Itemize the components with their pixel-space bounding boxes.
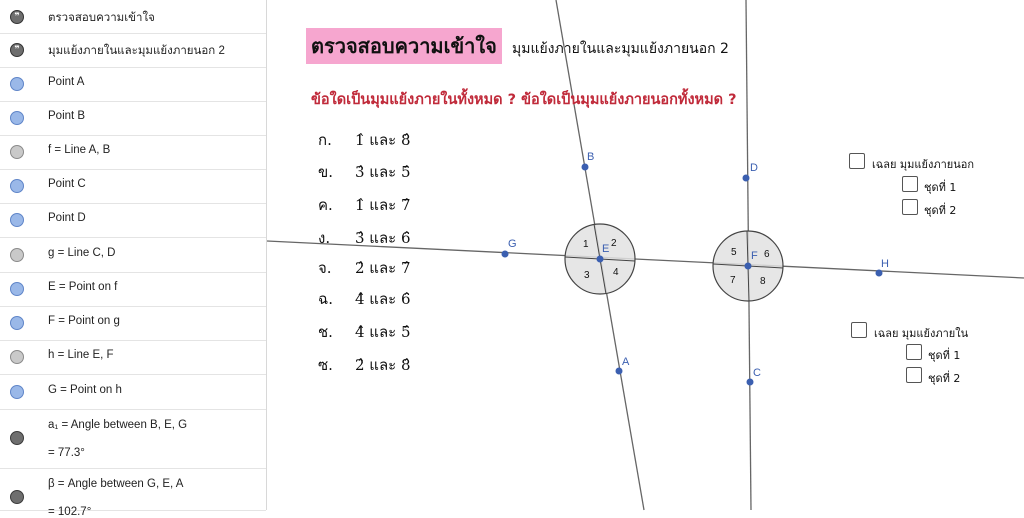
point-e[interactable] [597,256,604,263]
algebra-row-label: G = Point on h [48,384,122,396]
line-icon[interactable] [10,350,24,364]
algebra-row[interactable] [0,237,266,273]
angle-label-6: 6 [764,249,770,260]
exterior-set2-label: ชุดที่ 2 [924,204,957,217]
algebra-row[interactable] [0,169,266,204]
quote-icon[interactable]: ❞ [10,10,24,24]
algebra-row[interactable] [0,101,266,136]
algebra-row-label: ตรวจสอบความเข้าใจ [48,12,155,24]
point-icon[interactable] [10,282,24,296]
algebra-row[interactable] [0,67,266,102]
option-text: 2̂ และ 7̂ [355,259,411,277]
point-c[interactable] [747,379,754,386]
point-label-f: F [751,250,758,262]
option-text: 1̂ และ 7̂ [355,196,411,214]
point-label-e: E [602,243,610,255]
algebra-row[interactable] [0,203,266,238]
interior-set1-checkbox[interactable] [906,344,922,360]
page-title: ตรวจสอบความเข้าใจ [306,28,502,64]
angle-label-3: 3 [584,270,590,281]
option-letter: ฉ. [318,290,333,308]
algebra-row-label: E = Point on f [48,281,118,293]
point-label-c: C [753,367,761,379]
algebra-row-label: β = Angle between G, E, A [48,478,184,490]
angle-label-1: 1 [583,239,589,250]
algebra-row-value: = 102.7° [48,506,92,518]
algebra-row[interactable] [0,135,266,170]
quote-icon[interactable]: ❞ [10,43,24,57]
angle-label-7: 7 [730,275,736,286]
point-icon[interactable] [10,385,24,399]
exterior-answer-checkbox[interactable] [849,153,865,169]
option-letter: ก. [318,131,332,149]
option-letter: จ. [318,259,332,277]
point-f[interactable] [745,263,752,270]
line-icon[interactable] [10,248,24,262]
algebra-row[interactable] [0,272,266,307]
point-d[interactable] [743,175,750,182]
point-icon[interactable] [10,316,24,330]
point-label-h: H [881,258,889,270]
option-text: 4̂ และ 5̂ [355,323,411,341]
option-letter: ข. [318,163,334,181]
point-g[interactable] [502,251,509,258]
point-b[interactable] [582,164,589,171]
interior-set2-checkbox[interactable] [906,367,922,383]
angle-label-8: 8 [760,276,766,287]
geometry-canvas[interactable] [267,0,1024,510]
interior-set1-label: ชุดที่ 1 [928,349,961,362]
algebra-row[interactable] [0,33,266,68]
algebra-row-label: มุมแย้งภายในและมุมแย้งภายนอก 2 [48,45,225,57]
point-icon[interactable] [10,111,24,125]
algebra-row-label: F = Point on g [48,315,120,327]
option-text: 1̂ และ 8̂ [355,131,411,149]
graphics-view[interactable] [267,0,1024,510]
interior-set2-label: ชุดที่ 2 [928,372,961,385]
option-text: 3̂ และ 6̂ [355,229,411,247]
algebra-row-label: Point C [48,178,86,190]
option-letter: ซ. [318,356,333,374]
point-a[interactable] [616,368,623,375]
algebra-row[interactable] [0,340,266,375]
angle-label-2: 2 [611,238,617,249]
algebra-row[interactable] [0,409,266,469]
exterior-set2-checkbox[interactable] [902,199,918,215]
point-label-d: D [750,162,758,174]
algebra-row-label: f = Line A, B [48,144,111,156]
interior-answer-label: เฉลย มุมแย้งภายใน [874,327,969,340]
exterior-set1-label: ชุดที่ 1 [924,181,957,194]
algebra-view [0,0,267,518]
point-label-a: A [622,356,630,368]
algebra-row[interactable] [0,374,266,410]
point-icon[interactable] [10,213,24,227]
algebra-row[interactable] [0,0,266,34]
algebra-row-label: a₁ = Angle between B, E, G [48,419,188,431]
angle-label-5: 5 [731,247,737,258]
angle-icon[interactable] [10,431,24,445]
algebra-row-label: h = Line E, F [48,349,114,361]
algebra-row-label: g = Line C, D [48,247,116,259]
option-text: 2̂ และ 8̂ [355,356,411,374]
option-letter: ค. [318,196,333,214]
algebra-row-label: Point D [48,212,86,224]
page-subtitle: มุมแย้งภายในและมุมแย้งภายนอก 2 [512,41,729,57]
exterior-answer-label: เฉลย มุมแย้งภายนอก [872,158,975,171]
point-label-g: G [508,238,517,250]
option-text: 3̂ และ 5̂ [355,163,411,181]
algebra-row[interactable] [0,306,266,341]
algebra-row[interactable] [0,468,266,518]
point-h[interactable] [876,270,883,277]
algebra-row-label: Point B [48,110,86,122]
algebra-row-value: = 77.3° [48,447,85,459]
point-icon[interactable] [10,179,24,193]
angle-icon[interactable] [10,490,24,504]
option-letter: ง. [318,229,331,247]
exterior-set1-checkbox[interactable] [902,176,918,192]
algebra-row-label: Point A [48,76,85,88]
interior-answer-checkbox[interactable] [851,322,867,338]
point-icon[interactable] [10,77,24,91]
option-text: 4̂ และ 6̂ [355,290,411,308]
option-letter: ช. [318,323,333,341]
angle-label-4: 4 [613,267,619,278]
line-icon[interactable] [10,145,24,159]
question-text: ข้อใดเป็นมุมแย้งภายในทั้งหมด ? ข้อใดเป็นมุมแย้งภายนอกทั้งหมด ? [311,92,737,108]
point-label-b: B [587,151,595,163]
